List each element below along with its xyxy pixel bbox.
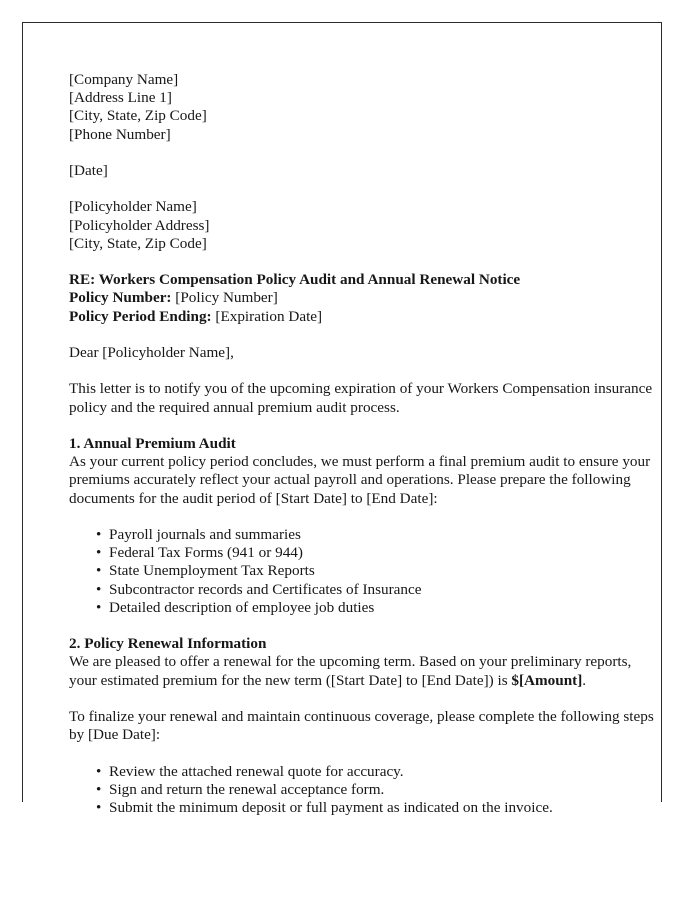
- sender-address-line-1: [Address Line 1]: [69, 89, 172, 107]
- bullet-icon: •: [96, 762, 102, 780]
- spacer-after-recipient: [69, 253, 655, 271]
- re-line: [69, 271, 655, 289]
- recipient-address-block: [69, 198, 655, 253]
- recipient-city-state-zip: [City, State, Zip Code]: [69, 234, 207, 252]
- policy-number-label: Policy Number:: [69, 289, 172, 307]
- section-one-heading: 1. Annual Premium Audit: [69, 434, 236, 452]
- bullet-icon: •: [96, 544, 102, 562]
- policy-period-line: [69, 308, 655, 326]
- list-item: [69, 562, 655, 580]
- spacer-after-sender: [69, 144, 655, 162]
- spacer-after-intro: [69, 417, 655, 435]
- section-two-body-tail: .: [582, 671, 587, 689]
- bullet-icon: •: [96, 580, 102, 598]
- spacer-after-subject: [69, 326, 655, 344]
- list-item-label: Review the attached renewal quote for accuracy.: [109, 762, 404, 780]
- list-item-label: Federal Tax Forms (941 or 944): [109, 544, 303, 562]
- sender-city-state-zip: [City, State, Zip Code]: [69, 107, 207, 125]
- spacer-after-date: [69, 180, 655, 198]
- bullet-icon: •: [96, 598, 102, 616]
- list-item: [69, 763, 655, 781]
- spacer-before-audit-list: [69, 508, 655, 526]
- re-label: RE:: [69, 271, 96, 289]
- sender-company-name: [Company Name]: [69, 71, 179, 88]
- spacer-after-audit-list: [69, 617, 655, 635]
- policy-number-line: [69, 289, 655, 307]
- re-text: Workers Compensation Policy Audit and Annual Renewal Notice: [98, 271, 521, 289]
- intro-paragraph: This letter is to notify you of the upcoming expiration of your Workers Compensation insurance policy and the required annual premium audit process.: [69, 380, 653, 416]
- bullet-icon: •: [96, 525, 102, 543]
- policy-period-value: [Expiration Date]: [215, 307, 323, 325]
- policy-number-value: [Policy Number]: [175, 289, 278, 307]
- document-page: [22, 22, 662, 816]
- letter-body: [69, 71, 655, 817]
- bullet-icon: •: [96, 780, 102, 798]
- list-item-label: Sign and return the renewal acceptance form.: [109, 780, 385, 798]
- sender-phone-number: [Phone Number]: [69, 125, 171, 143]
- letter-date: [Date]: [69, 162, 108, 179]
- list-item-label: Detailed description of employee job duties: [109, 598, 375, 616]
- list-item: [69, 599, 655, 617]
- bullet-icon: •: [96, 562, 102, 580]
- spacer-before-steps-intro: [69, 690, 655, 708]
- list-item-label: State Unemployment Tax Reports: [109, 562, 315, 580]
- spacer-before-steps-list: [69, 744, 655, 762]
- spacer-after-salutation: [69, 362, 655, 380]
- recipient-name: [Policyholder Name]: [69, 198, 197, 216]
- subject-block: [69, 271, 655, 326]
- bullet-icon: •: [96, 798, 102, 816]
- list-item-label: Payroll journals and summaries: [109, 525, 301, 543]
- list-item: [69, 799, 655, 817]
- renewal-steps-intro: To finalize your renewal and maintain continuous coverage, please complete the following steps by [Due Date]:: [69, 707, 654, 744]
- salutation: Dear [Policyholder Name],: [69, 343, 234, 361]
- renewal-steps-list: [69, 763, 655, 818]
- list-item: [69, 581, 655, 599]
- list-item: [69, 781, 655, 799]
- recipient-address: [Policyholder Address]: [69, 216, 210, 234]
- section-two-body: [69, 653, 655, 689]
- section-two-heading: 2. Policy Renewal Information: [69, 635, 267, 653]
- list-item-label: Subcontractor records and Certificates of Insurance: [109, 580, 422, 598]
- estimated-premium-amount: $[Amount]: [511, 671, 583, 689]
- list-item-label: Submit the minimum deposit or full payment as indicated on the invoice.: [109, 798, 553, 816]
- sender-address-block: [69, 71, 655, 144]
- audit-document-list: [69, 526, 655, 617]
- list-item: [69, 544, 655, 562]
- list-item: [69, 526, 655, 544]
- policy-period-label: Policy Period Ending:: [69, 307, 212, 325]
- section-two-body-text: We are pleased to offer a renewal for the upcoming term. Based on your preliminary reports, your estimated premium for the new term ([Start Date] to [End Date]) is: [69, 653, 632, 689]
- section-one-body: As your current policy period concludes, we must perform a final premium audit to ensure your premiums accurately reflect your actual payroll and operations. Please prepare the following documents for the audit period of [Start Date] to [End Date]:: [69, 453, 651, 507]
